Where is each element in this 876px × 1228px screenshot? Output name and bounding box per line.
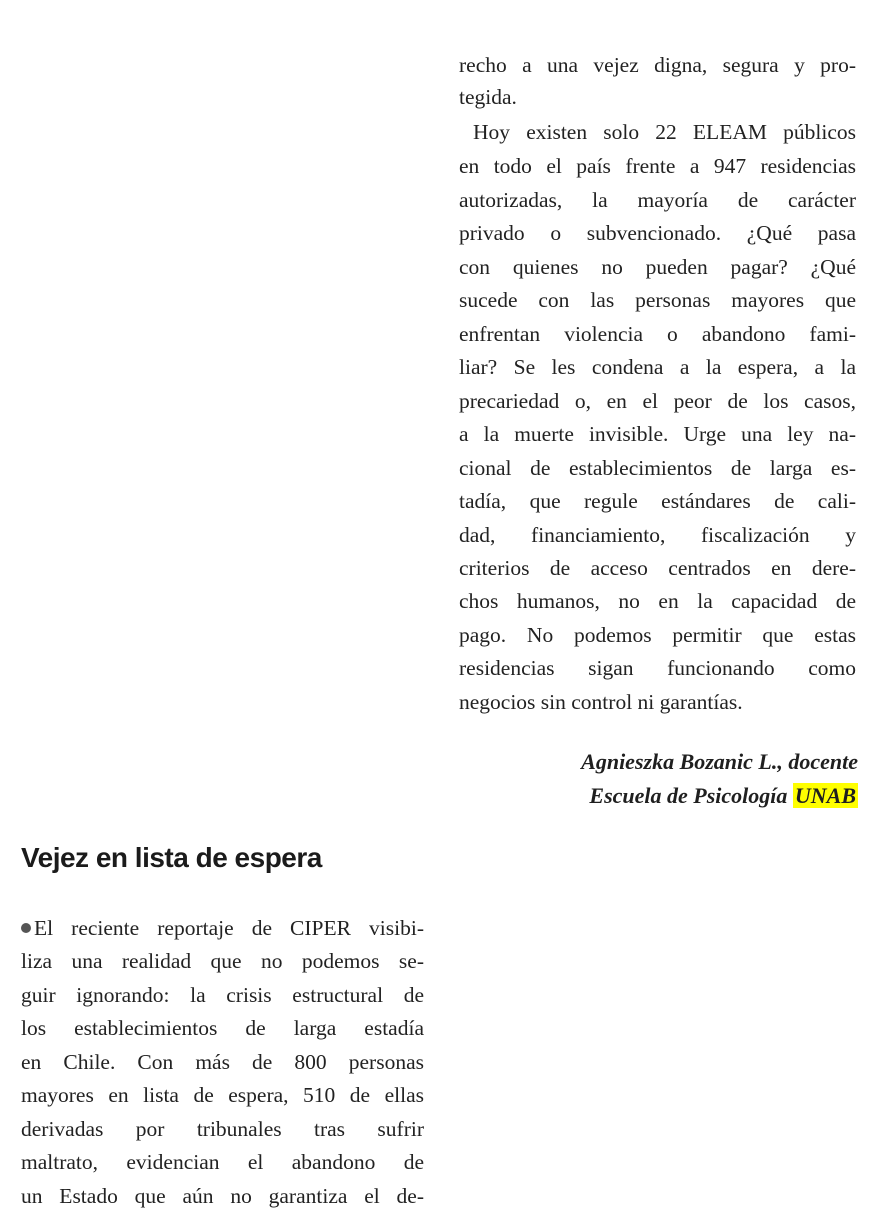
body-line: negocios sin control ni garantías.: [459, 690, 743, 714]
body-line: autorizadas, la mayoría de carácter: [459, 188, 856, 212]
body-line: dad, financiamiento, fiscalización y: [459, 523, 856, 547]
article-headline: Vejez en lista de espera: [21, 842, 322, 873]
body-line: en Chile. Con más de 800 personas: [21, 1050, 424, 1074]
body-line: un Estado que aún no garantiza el de-: [21, 1184, 424, 1208]
body-line: precariedad o, en el peor de los casos,: [459, 389, 856, 413]
body-line: sucede con las personas mayores que: [459, 288, 856, 312]
body-line-text: El reciente reportaje de CIPER visibi-: [34, 916, 424, 940]
body-line: criterios de acceso centrados en dere-: [459, 556, 856, 580]
affiliation-highlight: UNAB: [794, 783, 856, 808]
bullet-icon: [21, 923, 31, 933]
body-line: tadía, que regule estándares de cali-: [459, 489, 856, 513]
body-line: recho a una vejez digna, segura y pro-: [459, 53, 856, 77]
body-line: guir ignorando: la crisis estructural de: [21, 983, 424, 1007]
body-line: pago. No podemos permitir que estas: [459, 623, 856, 647]
body-line: chos humanos, no en la capacidad de: [459, 589, 856, 613]
body-line: [21, 911, 424, 945]
author-affiliation: [589, 780, 858, 812]
body-line: liar? Se les condena a la espera, a la: [459, 355, 856, 379]
body-line: Hoy existen solo 22 ELEAM públicos: [473, 120, 856, 144]
body-line: mayores en lista de espera, 510 de ellas: [21, 1083, 424, 1107]
author-signature: Agnieszka Bozanic L., docente: [581, 749, 858, 774]
body-line: derivadas por tribunales tras sufrir: [21, 1117, 424, 1141]
body-line: enfrentan violencia o abandono fami-: [459, 322, 856, 346]
affiliation-school: Escuela de Psicología: [589, 783, 788, 808]
body-line: a la muerte invisible. Urge una ley na-: [459, 422, 856, 446]
body-line: liza una realidad que no podemos se-: [21, 949, 424, 973]
body-line: con quienes no pueden pagar? ¿Qué: [459, 255, 856, 279]
body-line: maltrato, evidencian el abandono de: [21, 1150, 424, 1174]
body-line: cional de establecimientos de larga es-: [459, 456, 856, 480]
body-line: residencias sigan funcionando como: [459, 656, 856, 680]
body-line: los establecimientos de larga estadía: [21, 1016, 424, 1040]
body-line: privado o subvencionado. ¿Qué pasa: [459, 221, 856, 245]
body-line: en todo el país frente a 947 residencias: [459, 154, 856, 178]
body-line: tegida.: [459, 85, 517, 109]
